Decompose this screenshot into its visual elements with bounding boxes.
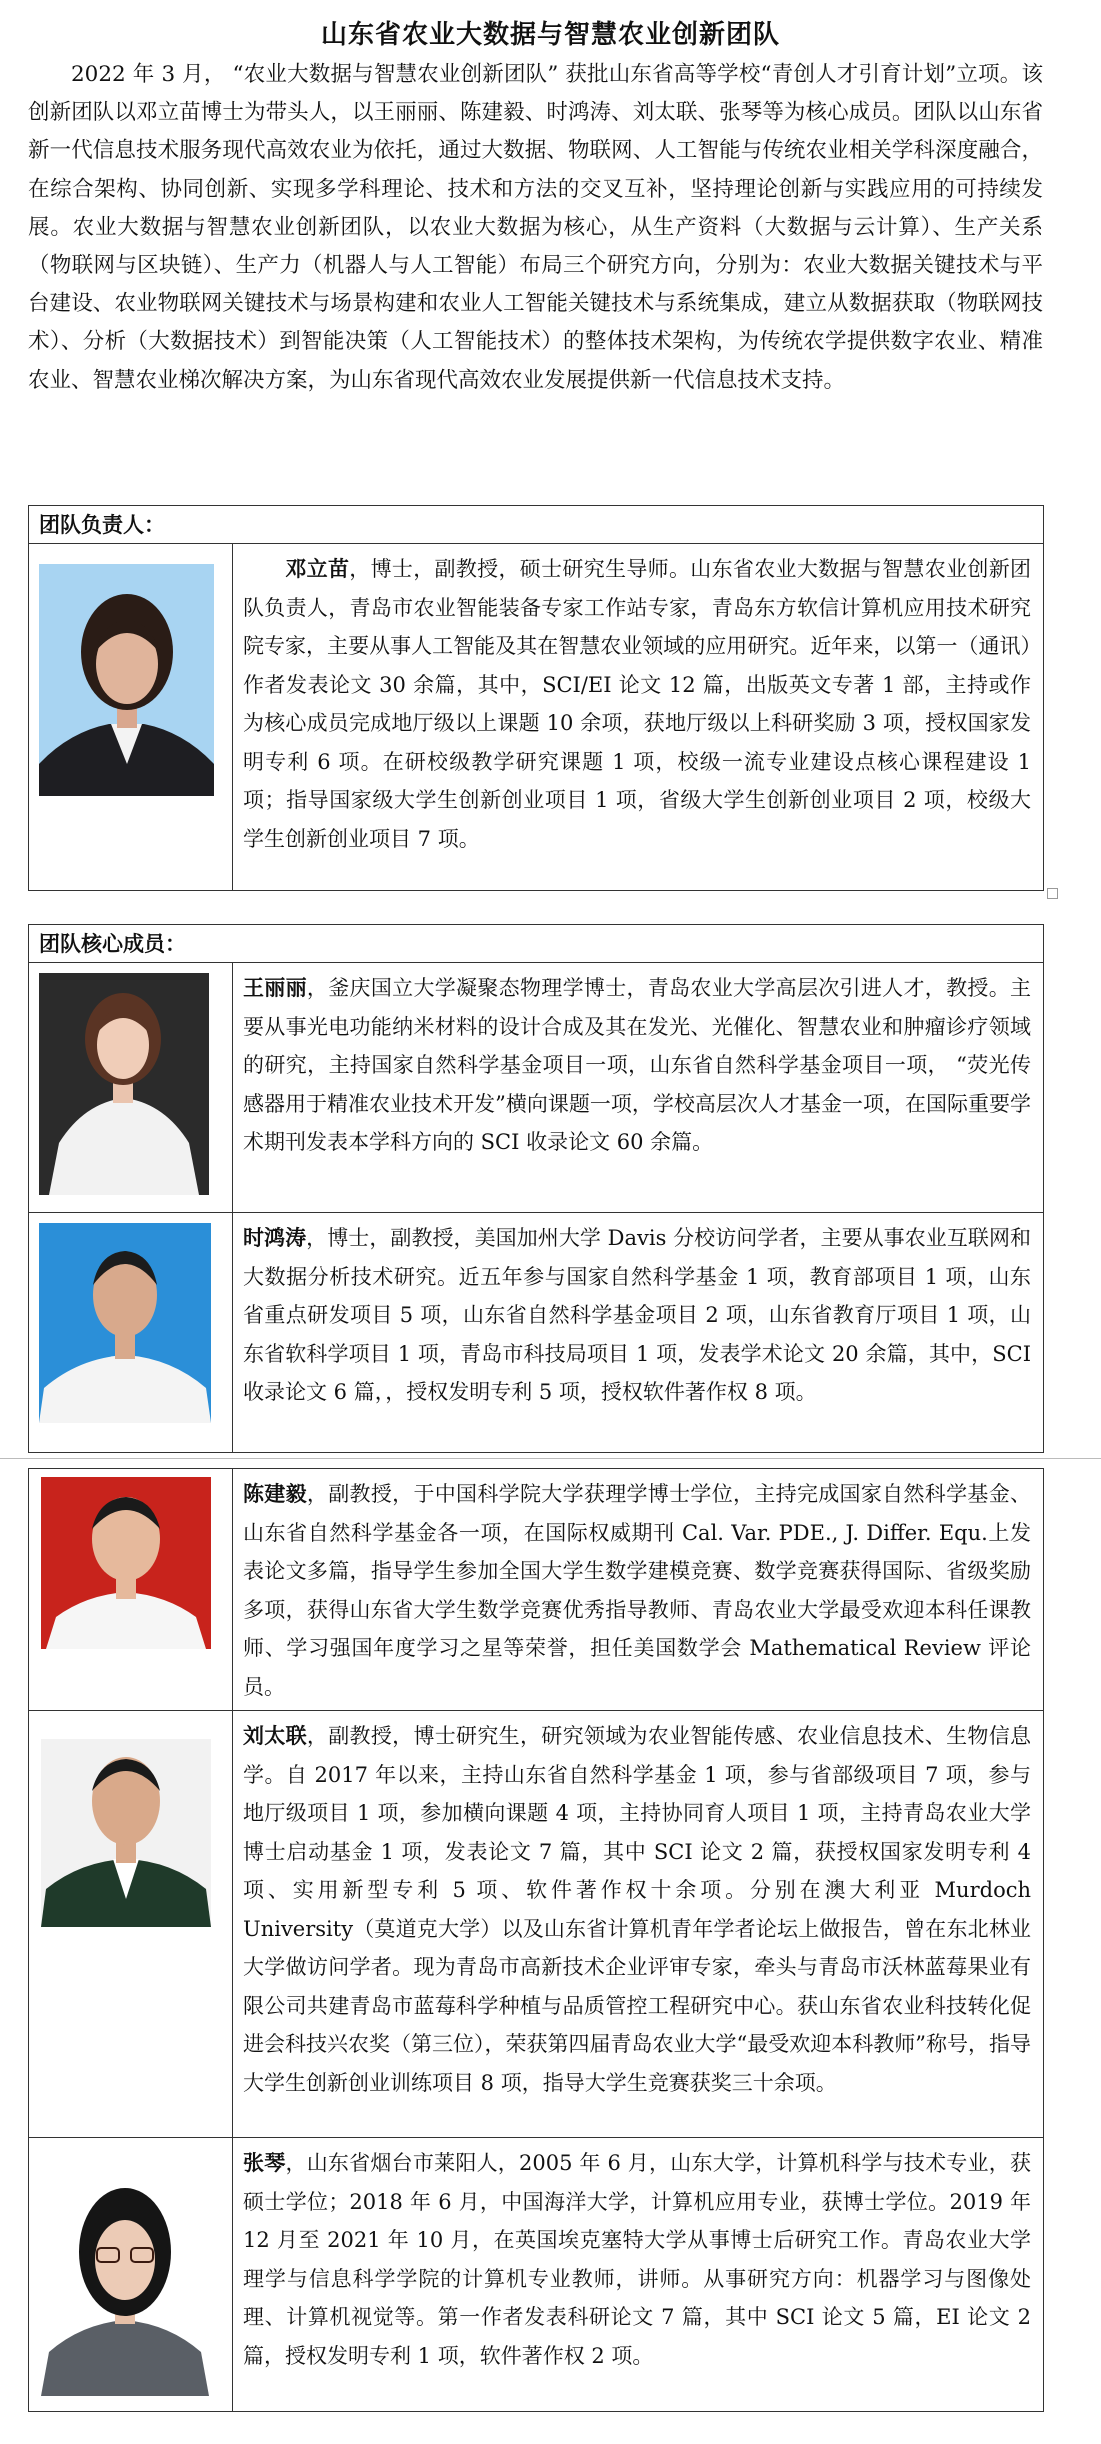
members-section-continued: [28, 1468, 1044, 2412]
member-bio: ，釜庆国立大学凝聚态物理学博士，青岛农业大学高层次引进人才，教授。主要从事光电功能纳米材料的设计合成及其在发光、光催化、智慧农业和肿瘤诊疗领域的研究，主持国家自然科学基金项目一项，山东省自然科学基金项目一项， “荧光传感器用于精准农业技术开发”横向课题一项，学校高层次人才基金一项，在国际重要学术期刊发表本学科方向的 SCI 收录论文 60 余篇。: [243, 976, 1032, 1154]
leader-name: 邓立苗: [285, 556, 350, 581]
intro-paragraph: 2022 年 3 月， “农业大数据与智慧农业创新团队” 获批山东省高等学校“青创人才引育计划”立项。该创新团队以邓立苗博士为带头人，以王丽丽、陈建毅、时鸿涛、刘太联、张琴等为核心成员。团队以山东省新一代信息技术服务现代高效农业为依托，通过大数据、物联网、人工智能与传统农业相关学科深度融合，在综合架构、协同创新、实现多学科理论、技术和方法的交叉互补，坚持理论创新与实践应用的可持续发展。农业大数据与智慧农业创新团队，以农业大数据为核心，从生产资料（大数据与云计算）、生产关系（物联网与区块链）、生产力（机器人与人工智能）布局三个研究方向，分别为：农业大数据关键技术与平台建设、农业物联网关键技术与场景构建和农业人工智能关键技术与系统集成，建立从数据获取（物联网技术）、分析（大数据技术）到智能决策（人工智能技术）的整体技术架构，为传统农学提供数字农业、精准农业、智慧农业梯次解决方案，为山东省现代高效农业发展提供新一代信息技术支持。: [28, 62, 1043, 393]
leader-photo: [39, 564, 214, 796]
member-photo-cell: [29, 2138, 233, 2411]
member-photo: [39, 1223, 211, 1423]
member-photo-cell: [29, 963, 233, 1212]
leader-bio: ，博士，副教授，硕士研究生导师。山东省农业大数据与智慧农业创新团队负责人，青岛市农业智能装备专家工作站专家，青岛东方软信计算机应用技术研究院专家，主要从事人工智能及其在智慧农业领域的应用研究。近年来，以第一（通讯）作者发表论文 30 余篇，其中，SCI/EI 论文 12 篇，出版英文专著 1 部，主持或作为核心成员完成地厅级以上课题 10 余项，获地厅级以上科研奖励 3 项，授权国家发明专利 6 项。在研校级教学研究课题 1 项，校级一流专业建设点核心课程建设 1 项；指导国家级大学生创新创业项目 1 项，省级大学生创新创业项目 2 项，校级大学生创新创业项目 7 项。: [243, 557, 1032, 851]
table-resize-handle: [1047, 888, 1058, 899]
member-bio-cell: [233, 2138, 1043, 2411]
page-break: [0, 1458, 1101, 1459]
member-name: 王丽丽: [243, 975, 307, 1000]
leader-section-heading: 团队负责人：: [29, 506, 1043, 544]
member-bio: ，博士，副教授，美国加州大学 Davis 分校访问学者，主要从事农业互联网和大数据分析技术研究。近五年参与国家自然科学基金 1 项，教育部项目 1 项，山东省重点研发项目 5 项，山东省自然科学基金项目 2 项，山东省教育厅项目 1 项，山东省软科学项目 1 项，青岛市科技局项目 1 项，发表学术论文 20 余篇，其中，SCI 收录论文 6 篇，，授权发明专利 5 项，授权软件著作权 8 项。: [243, 1226, 1032, 1404]
member-photo: [39, 973, 209, 1195]
leader-bio-cell: [233, 544, 1043, 890]
member-name: 张琴: [243, 2150, 286, 2175]
member-bio-cell: [233, 1711, 1043, 2137]
member-photo-cell: [29, 1213, 233, 1452]
member-bio: ，山东省烟台市莱阳人，2005 年 6 月，山东大学，计算机科学与技术专业，获硕士学位；2018 年 6 月，中国海洋大学，计算机应用专业，获博士学位。2019 年 12 月至 2021 年 10 月，在英国埃克塞特大学从事博士后研究工作。青岛农业大学理学与信息科学学院的计算机专业教师，讲师。从事研究方向：机器学习与图像处理、计算机视觉等。第一作者发表科研论文 7 篇，其中 SCI 论文 5 篇，EI 论文 2 篇，授权发明专利 1 项，软件著作权 2 项。: [243, 2151, 1032, 2368]
member-bio: ，副教授，于中国科学院大学获理学博士学位，主持完成国家自然科学基金、山东省自然科学基金各一项，在国际权威期刊 Cal. Var. PDE., J. Differ. Equ.上发表论文多篇，指导学生参加全国大学生数学建模竞赛、数学竞赛获得国际、省级奖励多项，获得山东省大学生数学竞赛优秀指导教师、青岛农业大学最受欢迎本科任课教师、学习强国年度学习之星等荣誉，担任美国数学会 Mathematical Review 评论员。: [243, 1482, 1032, 1699]
member-bio-cell: [233, 1469, 1043, 1710]
member-name: 刘太联: [243, 1723, 307, 1748]
member-bio: ，副教授，博士研究生，研究领域为农业智能传感、农业信息技术、生物信息学。自 2017 年以来，主持山东省自然科学基金 1 项，参与省部级项目 7 项，参与地厅级项目 1 项，参加横向课题 4 项，主持协同育人项目 1 项，主持青岛农业大学博士启动基金 1 项，发表论文 7 篇，其中 SCI 论文 2 篇，获授权国家发明专利 4 项、实用新型专利 5 项、软件著作权十余项。分别在澳大利亚 Murdoch University（莫道克大学）以及山东省计算机青年学者论坛上做报告，曾在东北林业大学做访问学者。现为青岛市高新技术企业评审专家，牵头与青岛市沃林蓝莓果业有限公司共建青岛市蓝莓科学种植与品质管控工程研究中心。获山东省农业科技转化促进会科技兴农奖（第三位），荣获第四届青岛农业大学“最受欢迎本科教师”称号，指导大学生创新创业训练项目 8 项，指导大学生竞赛获奖三十余项。: [243, 1724, 1032, 2095]
page-title: 山东省农业大数据与智慧农业创新团队: [320, 20, 780, 50]
member-name: 时鸿涛: [243, 1225, 307, 1250]
member-photo: [41, 1739, 211, 1927]
member-name: 陈建毅: [243, 1481, 307, 1506]
members-section-heading: 团队核心成员：: [29, 925, 1043, 963]
member-photo: [41, 1477, 211, 1649]
member-photo-cell: [29, 1711, 233, 2137]
member-bio-cell: [233, 1213, 1043, 1452]
members-section: [28, 924, 1044, 1453]
leader-photo-cell: [29, 544, 233, 890]
member-bio-cell: [233, 963, 1043, 1212]
member-photo: [41, 2164, 209, 2396]
member-photo-cell: [29, 1469, 233, 1710]
leader-section: [28, 505, 1044, 891]
